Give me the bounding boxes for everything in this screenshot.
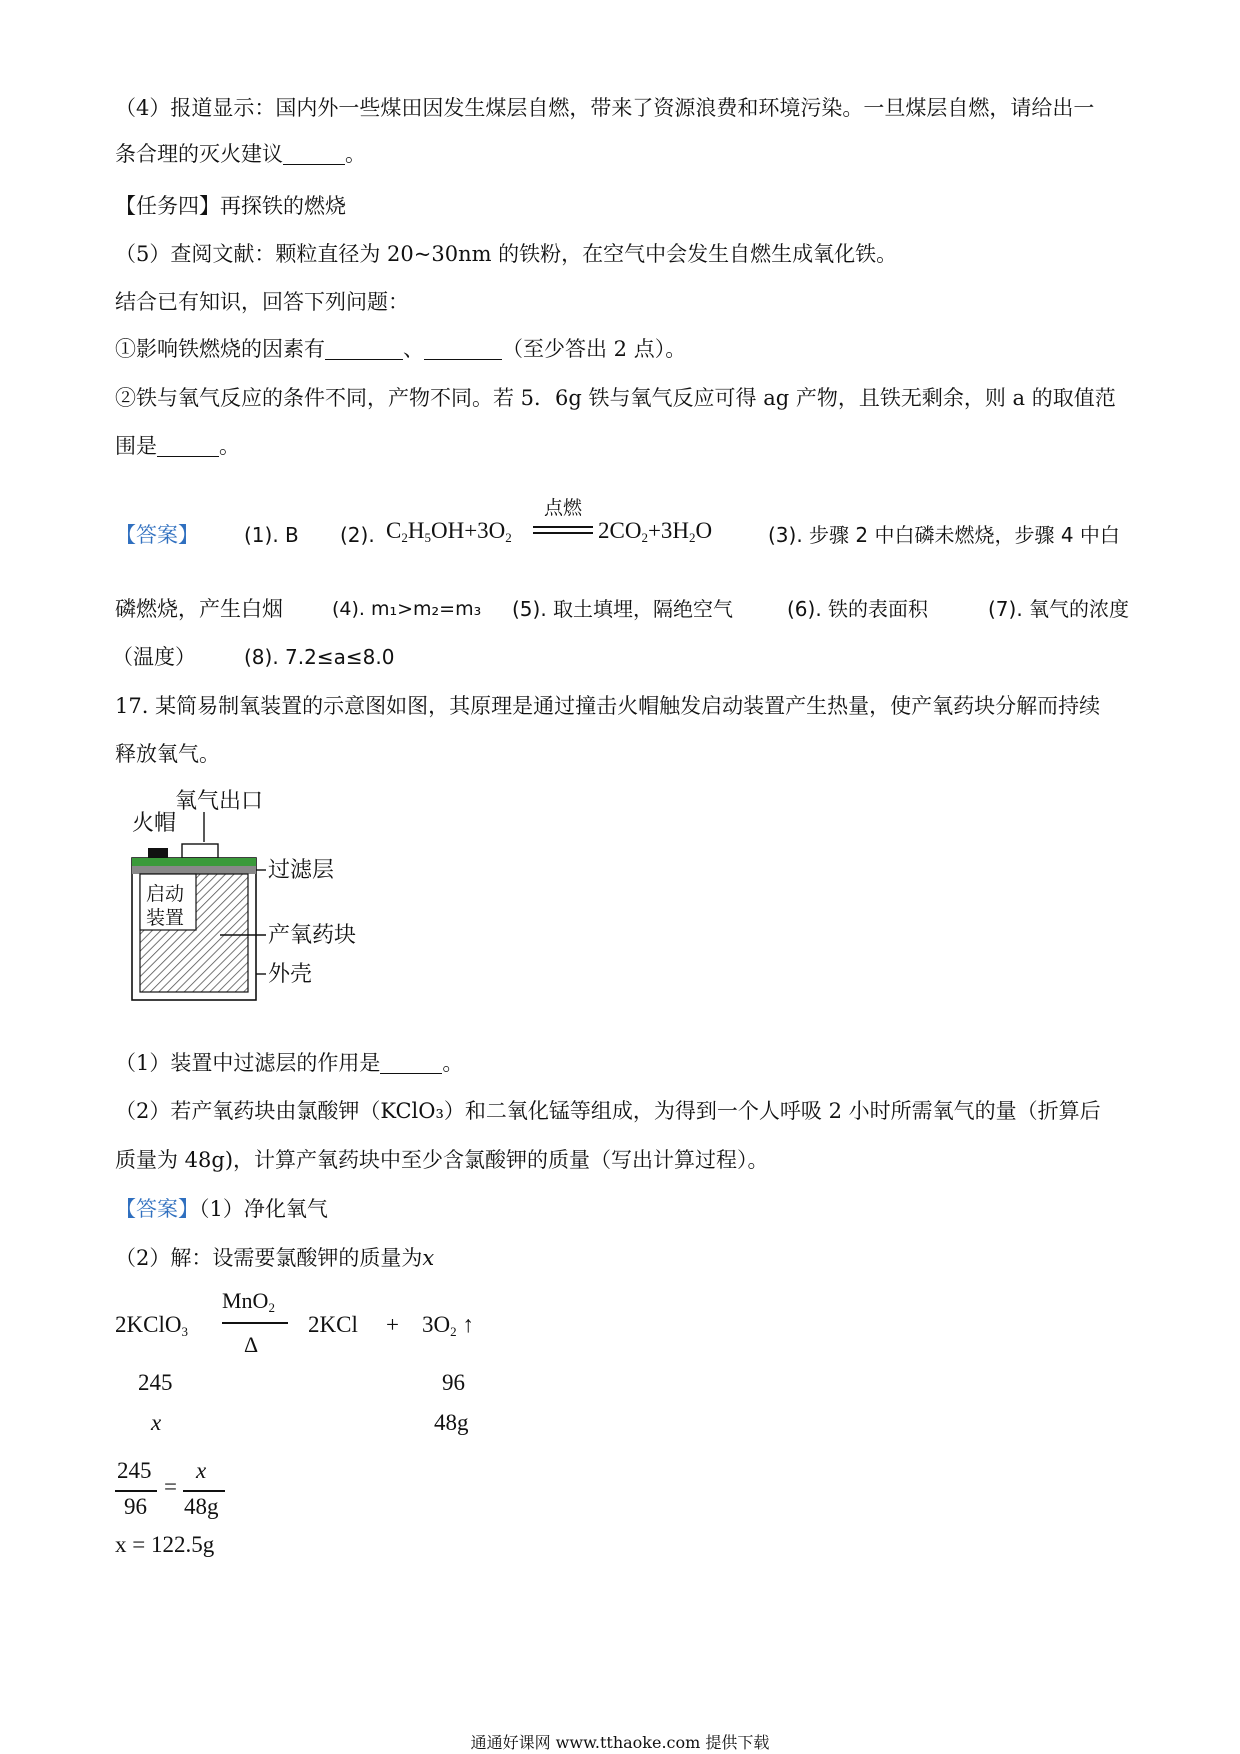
answer17-line1 [115, 1195, 328, 1223]
sub2-line2-end: 。 [219, 434, 240, 458]
label-cap: 火帽 [132, 811, 177, 836]
q17-line1: 17. 某简易制氧装置的示意图如图，其原理是通过撞击火帽触发启动装置产生热量，使产氧药块分解而持续 [115, 694, 1101, 718]
frac-left-num: 245 [117, 1458, 152, 1483]
plus-sign: + [386, 1312, 399, 1337]
q17-p1-text: （1）装置中过滤层的作用是 [115, 1051, 381, 1075]
sub2-line2 [115, 432, 240, 460]
answer17-a2: （2）解：设需要氯酸钾的质量为 [115, 1246, 423, 1270]
label-starter-1: 启动 [146, 883, 185, 905]
unknown-x: x [151, 1410, 162, 1435]
given-mass: 48g [434, 1410, 469, 1435]
q17-p2-line1: （2）若产氧药块由氯酸钾（KClO₃）和二氧化锰等组成，为得到一个人呼吸 2 小时所需氧气的量（折算后 [115, 1099, 1101, 1123]
label-starter-2: 装置 [146, 907, 185, 929]
heat-symbol: Δ [244, 1332, 259, 1357]
frac-right-bar [183, 1490, 225, 1492]
q4-line1: （4）报道显示：国内外一些煤田因发生煤层自燃，带来了资源浪费和环境污染。一旦煤层自燃，请给出一 [115, 96, 1095, 120]
answer17-a1: （1）净化氧气 [199, 1197, 328, 1221]
answer-5: (5). 取土填埋，隔绝空气 [512, 597, 734, 621]
oxygen-device-diagram [120, 784, 400, 1024]
answer-blank [157, 436, 219, 457]
ethanol-equation-left: $C_2H_5OH+3O_2$ [386, 518, 512, 545]
answer-blank [283, 144, 345, 165]
proportion-equals: = [164, 1474, 177, 1499]
answer-7: (7). 氧气的浓度 [988, 597, 1130, 621]
q17-p2-line2: 质量为 48g)，计算产氧药块中至少含氯酸钾的质量（写出计算过程）。 [115, 1148, 769, 1172]
catalyst-label: MnO$_2$ [222, 1288, 275, 1315]
frac-left-bar [115, 1490, 157, 1492]
answer-tag: 【答案】 [115, 523, 199, 547]
kcl-formula: 2KCl [308, 1312, 358, 1337]
answer-8: (8). 7.2≤a≤8.0 [244, 645, 395, 669]
sub2-line2-text: 围是 [115, 434, 157, 458]
frac-right-den: 48g [184, 1494, 219, 1519]
answer-6: (6). 铁的表面积 [787, 597, 929, 621]
kclo3-formula: 2KClO$_3$ [115, 1312, 188, 1339]
label-outlet: 氧气出口 [175, 789, 264, 814]
answer-2-label: (2). [340, 523, 375, 547]
answer-blank [424, 339, 502, 360]
answer17-line2 [115, 1244, 434, 1272]
answer-4: (4). m₁>m₂=m₃ [332, 598, 482, 620]
task4-heading: 【任务四】再探铁的燃烧 [115, 194, 346, 218]
sub1-text-b: 、 [403, 337, 424, 361]
q17-p1 [115, 1049, 463, 1077]
reaction-arrow-bar [222, 1322, 288, 1324]
answer17-var: x [422, 1246, 435, 1270]
q17-line2: 释放氧气。 [115, 742, 220, 766]
answer-line3-text: （温度） [112, 645, 196, 669]
answer-tag: 【答案】 [115, 1197, 199, 1221]
footer-source: 通通好课网 www.tthaoke.com 提供下载 [470, 1733, 770, 1752]
label-filter: 过滤层 [268, 858, 335, 883]
sub1-text-a: ①影响铁燃烧的因素有 [115, 337, 325, 361]
sub1-line [115, 335, 686, 363]
result-line: x = 122.5g [115, 1532, 215, 1557]
equals-bar-top [533, 526, 593, 528]
sub1-text-c: （至少答出 2 点）。 [502, 337, 687, 361]
condition-ignite: 点燃 [543, 497, 582, 519]
label-block: 产氧药块 [268, 923, 357, 948]
q4-line2-end: 。 [345, 142, 366, 166]
ethanol-equation-right: $2CO_2+3H_2O$ [598, 518, 713, 545]
molar-mass-o2: 96 [442, 1370, 465, 1395]
answer-blank [380, 1053, 442, 1074]
answer-1: (1). B [244, 523, 299, 547]
answer-3: (3). 步骤 2 中白磷未燃烧，步骤 4 中白 [768, 523, 1120, 547]
fire-cap [148, 848, 168, 858]
molar-mass-kclo3: 245 [138, 1370, 173, 1395]
oxygen-formula: $3O_2$ ↑ [422, 1312, 474, 1339]
combine-line: 结合已有知识，回答下列问题： [115, 290, 409, 314]
frac-right-num: x [196, 1458, 207, 1483]
answer-line2-text: 磷燃烧，产生白烟 [115, 597, 283, 621]
sub2-line1: ②铁与氧气反应的条件不同，产物不同。若 5．6g 铁与氧气反应可得 ag 产物，且铁无剩余，则 a 的取值范 [115, 386, 1116, 410]
equals-bar-bottom [533, 532, 593, 534]
label-shell: 外壳 [268, 962, 313, 987]
q4-line2-text: 条合理的灭火建议 [115, 142, 283, 166]
q4-line2 [115, 140, 366, 168]
frac-left-den: 96 [124, 1494, 147, 1519]
q5-line: （5）查阅文献：颗粒直径为 20~30nm 的铁粉，在空气中会发生自燃生成氧化铁。 [115, 242, 898, 266]
filter-layer [132, 866, 256, 874]
q17-p1-end: 。 [442, 1051, 464, 1075]
top-plate [132, 858, 256, 866]
answer-blank [325, 339, 403, 360]
oxygen-outlet [182, 844, 218, 858]
